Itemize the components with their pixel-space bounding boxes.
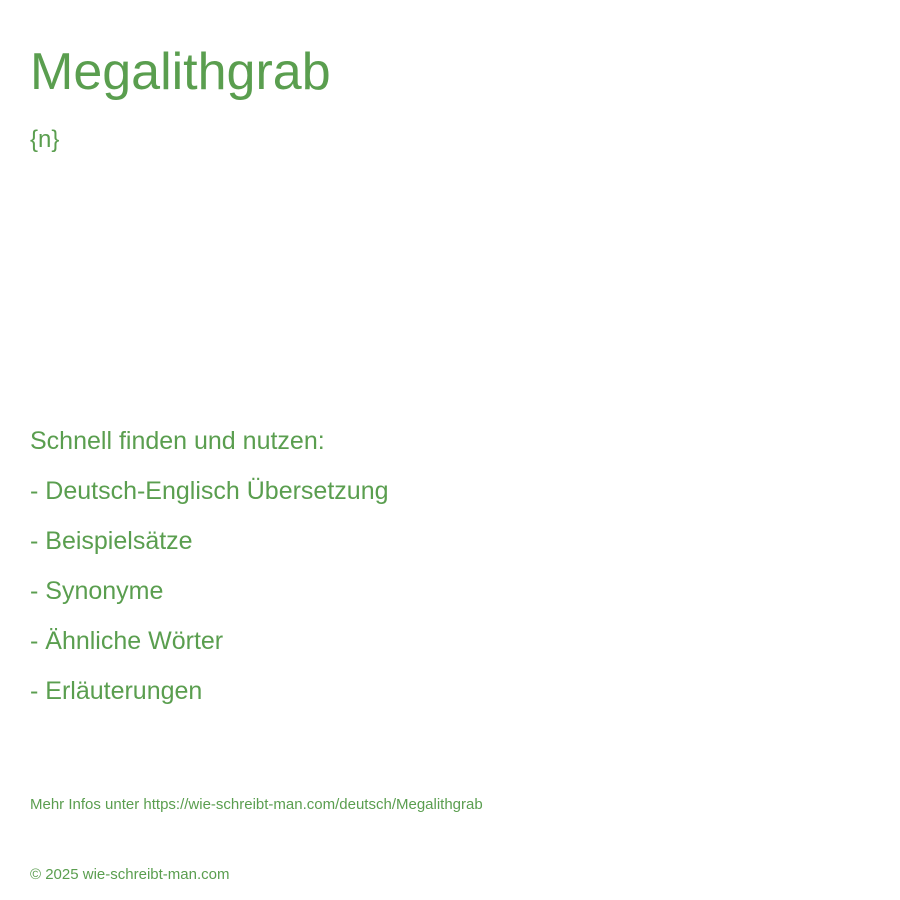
feature-item-similar-words: - Ähnliche Wörter (30, 627, 224, 655)
feature-item-explanations: - Erläuterungen (30, 677, 203, 705)
feature-item-synonyms: - Synonyme (30, 577, 164, 605)
gender-label: {n} (30, 126, 60, 153)
page-title: Megalithgrab (30, 43, 331, 101)
copyright-text: © 2025 wie-schreibt-man.com (30, 866, 230, 883)
feature-item-translation: - Deutsch-Englisch Übersetzung (30, 477, 389, 505)
feature-item-example-sentences: - Beispielsätze (30, 527, 193, 555)
feature-list-heading: Schnell finden und nutzen: (30, 427, 325, 455)
more-info-text: Mehr Infos unter https://wie-schreibt-man.com/deutsch/Megalithgrab (30, 796, 483, 813)
feature-list (30, 425, 389, 725)
